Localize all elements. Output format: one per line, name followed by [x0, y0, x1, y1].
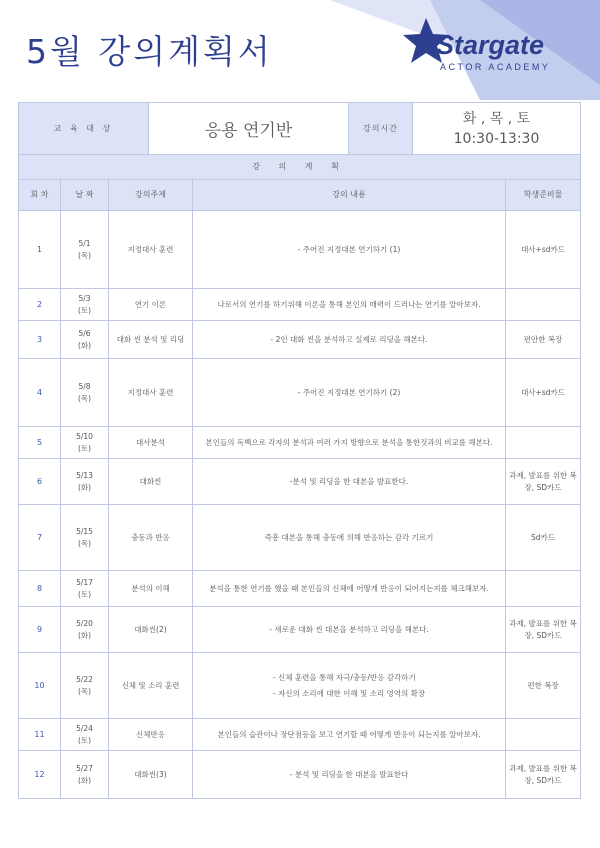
row-date [61, 289, 109, 321]
target-label: 교 육 대 상 [19, 103, 149, 155]
table-row [19, 321, 581, 359]
row-prep [506, 571, 581, 607]
row-content-line: 나로서의 연기를 하기위해 이론을 통해 본인의 매력이 드러나는 연기를 알아보자. [217, 299, 481, 309]
row-day-value: (화) [77, 340, 92, 350]
lecture-plan-table [18, 154, 581, 799]
row-content [193, 459, 506, 505]
time-days: 화 , 목 , 토 [462, 110, 531, 127]
row-date [61, 321, 109, 359]
row-topic: 대화씬(2) [109, 607, 193, 653]
row-number: 4 [19, 359, 61, 427]
row-day-value: (목) [77, 250, 92, 260]
row-date-value: 5/24 [76, 723, 93, 733]
table-row [19, 427, 581, 459]
row-content [193, 359, 506, 427]
logo-wordmark: Stargate [436, 30, 545, 60]
table-row [19, 751, 581, 799]
row-prep [506, 289, 581, 321]
row-content-line: 즉흥 대본을 통해 충동에 의해 반응하는 감각 기르기 [264, 532, 434, 542]
table-row [19, 459, 581, 505]
row-day-value: (화) [77, 775, 92, 785]
row-content [193, 321, 506, 359]
row-topic: 지정대사 훈련 [109, 211, 193, 289]
row-prep: 과제, 발표를 위한 복장, SD카드 [506, 459, 581, 505]
column-header-row [19, 180, 581, 211]
row-day-value: (화) [77, 630, 92, 640]
row-date [61, 653, 109, 719]
row-date [61, 427, 109, 459]
row-number: 5 [19, 427, 61, 459]
row-content-line: - 자신의 소리에 대한 이해 및 소리 영역의 확장 [272, 688, 426, 698]
row-topic: 지정대사 훈련 [109, 359, 193, 427]
row-content [193, 211, 506, 289]
col-header-topic: 강의주제 [109, 180, 193, 211]
row-date-value: 5/20 [76, 618, 93, 628]
table-row [19, 607, 581, 653]
row-date-value: 5/13 [76, 470, 93, 480]
row-content-line: - 주어진 지정대본 연기하기 (1) [297, 244, 401, 254]
time-label: 강의시간 [349, 103, 413, 155]
row-date [61, 211, 109, 289]
table-row [19, 359, 581, 427]
col-header-date: 날 짜 [61, 180, 109, 211]
row-number: 3 [19, 321, 61, 359]
row-topic: 대화 씬 분석 및 리딩 [109, 321, 193, 359]
row-number: 7 [19, 505, 61, 571]
row-day-value: (화) [77, 482, 92, 492]
row-day-value: (토) [77, 589, 92, 599]
time-hours: 10:30-13:30 [453, 130, 540, 147]
row-number: 2 [19, 289, 61, 321]
row-number: 8 [19, 571, 61, 607]
row-prep: 편안한 복장 [506, 321, 581, 359]
row-topic: 충동과 반응 [109, 505, 193, 571]
row-date [61, 459, 109, 505]
row-prep: 과제, 발표를 위한 복장, SD카드 [506, 751, 581, 799]
plan-title: 강 의 계 획 [19, 155, 581, 180]
row-content-line: 분석을 통한 연기를 했을 때 본인들의 신체에 어떻게 반응이 되어지는지를 체크해보자. [209, 583, 489, 593]
table-row [19, 289, 581, 321]
row-topic: 대화씬(3) [109, 751, 193, 799]
row-date-value: 5/17 [76, 577, 93, 587]
row-date-value: 5/6 [78, 328, 91, 338]
row-number: 12 [19, 751, 61, 799]
table-row [19, 719, 581, 751]
col-header-no: 회 차 [19, 180, 61, 211]
page-title: 5월 강의계획서 [26, 32, 273, 71]
row-date-value: 5/27 [76, 763, 93, 773]
row-content-line: - 신체 훈련을 통해 자극/충동/반응 감각하기 [272, 672, 416, 682]
row-prep [506, 719, 581, 751]
row-day-value: (목) [77, 393, 92, 403]
row-day-value: (토) [77, 735, 92, 745]
row-content [193, 751, 506, 799]
row-number: 11 [19, 719, 61, 751]
row-day-value: (목) [77, 686, 92, 696]
stargate-logo [402, 14, 582, 84]
row-content [193, 571, 506, 607]
row-date-value: 5/8 [78, 381, 91, 391]
row-prep: 편한 복장 [506, 653, 581, 719]
row-date-value: 5/15 [76, 526, 93, 536]
row-content [193, 505, 506, 571]
row-content-line: - 새로운 대화 씬 대본을 분석하고 리딩을 해본다. [269, 624, 429, 634]
table-row [19, 571, 581, 607]
row-prep: 대사+sd카드 [506, 359, 581, 427]
row-date-value: 5/3 [78, 293, 91, 303]
target-value: 응용 연기반 [149, 103, 349, 155]
row-number: 1 [19, 211, 61, 289]
row-day-value: (토) [77, 443, 92, 453]
row-date-value: 5/1 [78, 238, 91, 248]
table-row [19, 211, 581, 289]
row-content [193, 289, 506, 321]
row-day-value: (목) [77, 538, 92, 548]
row-topic: 신체 및 소리 훈련 [109, 653, 193, 719]
row-number: 6 [19, 459, 61, 505]
row-date [61, 505, 109, 571]
row-prep: Sd카드 [506, 505, 581, 571]
logo-subtitle: ACTOR ACADEMY [440, 62, 551, 72]
row-topic: 대화씬 [109, 459, 193, 505]
row-date [61, 719, 109, 751]
row-content-line: - 분석 및 리딩을 한 대본을 발표한다 [289, 769, 409, 779]
row-content-line: 본인들의 습관이나 장단점등을 보고 연기할 때 어떻게 반응이 되는지를 알아보자. [217, 729, 481, 739]
col-header-prep: 학생준비물 [506, 180, 581, 211]
time-value [413, 103, 581, 155]
row-date [61, 359, 109, 427]
col-header-content: 강의 내용 [193, 180, 506, 211]
row-topic: 연기 이론 [109, 289, 193, 321]
row-content-line: - 주어진 지정대본 연기하기 (2) [297, 387, 401, 397]
row-date-value: 5/10 [76, 431, 93, 441]
row-date-value: 5/22 [76, 674, 93, 684]
row-date [61, 607, 109, 653]
row-content [193, 719, 506, 751]
row-content-line: - 2인 대화 씬을 분석하고 실제로 리딩을 해본다. [270, 334, 428, 344]
row-date [61, 571, 109, 607]
row-number: 10 [19, 653, 61, 719]
row-day-value: (토) [77, 305, 92, 315]
row-prep: 과제, 발표를 위한 복장, SD카드 [506, 607, 581, 653]
row-prep: 대사+sd카드 [506, 211, 581, 289]
row-topic: 대사분석 [109, 427, 193, 459]
row-content [193, 653, 506, 719]
row-content [193, 427, 506, 459]
course-info-table [18, 102, 581, 155]
row-content [193, 607, 506, 653]
table-row [19, 505, 581, 571]
row-topic: 신체반응 [109, 719, 193, 751]
row-content-line: 본인들의 독백으로 각자의 분석과 여러 가지 방향으로 분석을 통한것과의 비교를 해본다. [205, 437, 493, 447]
row-prep [506, 427, 581, 459]
table-row [19, 653, 581, 719]
row-topic: 분석의 이해 [109, 571, 193, 607]
row-content-line: -분석 및 리딩을 한 대본을 발표한다. [289, 476, 409, 486]
row-number: 9 [19, 607, 61, 653]
row-date [61, 751, 109, 799]
